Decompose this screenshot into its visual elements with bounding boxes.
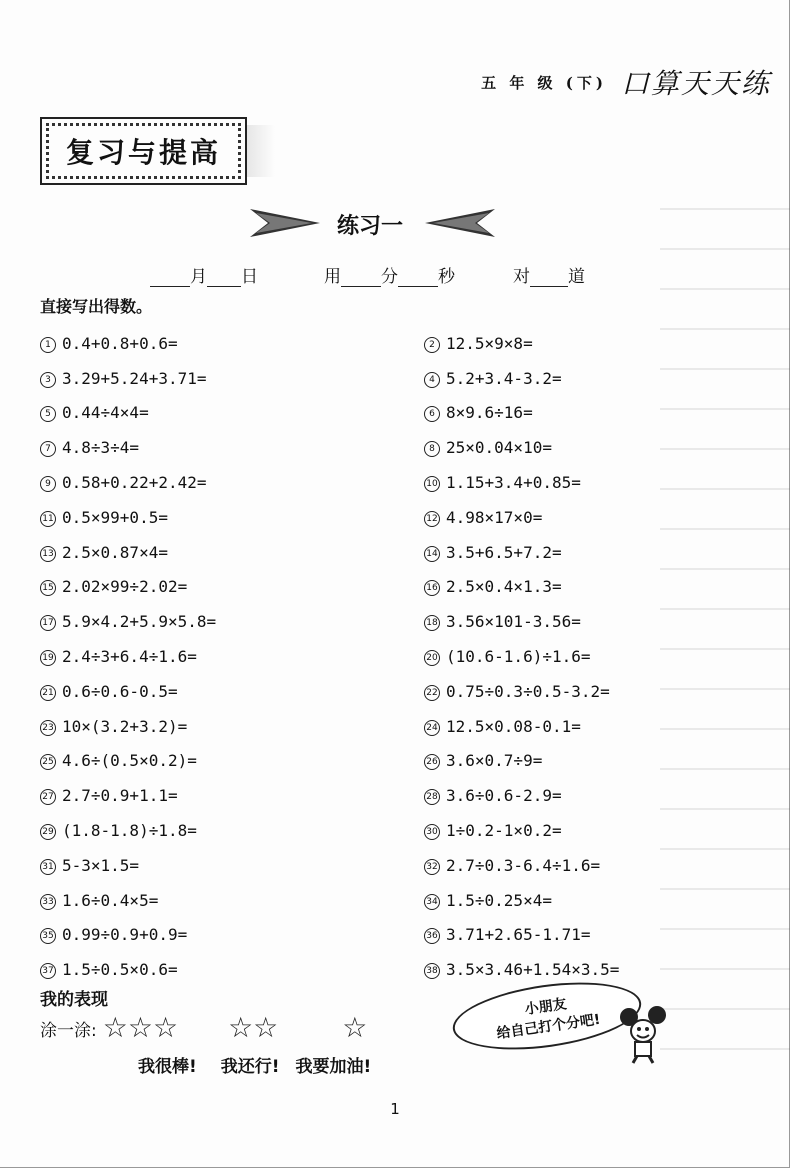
problem-item [424,403,680,422]
problem-row [40,674,680,709]
problem-expression: 0.44÷4×4= [62,403,149,423]
problem-number: 37 [40,963,56,979]
grade-label: 五 年 级 (下) [481,73,607,92]
problem-expression: 8×9.6÷16= [446,403,533,423]
problem-number: 16 [424,580,440,596]
problem-number: 8 [424,441,440,457]
instruction-text: 直接写出得数。 [40,297,153,316]
problem-number: 3 [40,372,56,388]
problem-row [40,465,680,500]
problem-expression: 1.6÷0.4×5= [62,890,159,910]
problem-item [424,508,680,527]
performance-title: 我的表现 [40,990,108,1010]
problem-expression: 1.5÷0.25×4= [446,890,552,910]
problem-number: 9 [40,476,56,492]
problem-expression: 2.7÷0.9+1.1= [62,786,178,806]
problem-item [40,925,424,944]
problem-expression: 2.02×99÷2.02= [62,577,188,597]
problem-number: 21 [40,685,56,701]
problem-row [40,396,680,431]
problem-expression: (1.8-1.8)÷1.8= [62,821,197,841]
problem-row [40,500,680,535]
problem-item [424,647,680,666]
problem-expression: 0.6÷0.6-0.5= [62,681,178,701]
problem-row [40,570,680,605]
problem-expression: 0.5×99+0.5= [62,507,168,527]
questions-label: 道 [568,267,585,287]
day-blank[interactable] [207,267,241,287]
star-icon[interactable]: ☆ [253,1011,279,1044]
star-icon[interactable]: ☆ [228,1011,254,1044]
problem-number: 4 [424,372,440,388]
problem-expression: 5.9×4.2+5.9×5.8= [62,612,217,632]
problem-item [40,751,424,770]
star-icon[interactable]: ☆ [102,1011,128,1044]
title-shadow [245,125,275,177]
problem-item [40,856,424,875]
problem-row [40,361,680,396]
cartoon-mouse-icon [615,1005,675,1065]
problem-number: 14 [424,546,440,562]
problem-expression: 2.5×0.4×1.3= [446,577,562,597]
problem-number: 22 [424,685,440,701]
minutes-label: 分 [381,267,398,287]
problem-item [40,438,424,457]
problem-expression: 5-3×1.5= [62,855,140,875]
problem-expression: 3.71+2.65-1.71= [446,925,591,945]
problem-number: 6 [424,406,440,422]
bubble-line-1: 小朋友 [523,996,568,1018]
rating-label-great: 我很棒! [138,1057,197,1077]
problem-expression: 3.6÷0.6-2.9= [446,786,562,806]
correct-label: 对 [513,267,530,287]
seconds-blank[interactable] [398,267,438,287]
problem-expression: 0.58+0.22+2.42= [62,473,207,493]
problem-number: 23 [40,720,56,736]
problem-number: 1 [40,337,56,353]
problem-number: 10 [424,476,440,492]
problem-item [424,438,680,457]
problem-number: 11 [40,511,56,527]
exercise-title-banner [0,205,790,241]
problem-number: 33 [40,894,56,910]
problem-expression: 3.5+6.5+7.2= [446,542,562,562]
page-number: 1 [390,1100,400,1118]
problem-item [424,612,680,631]
problem-expression: 4.98×17×0= [446,507,543,527]
problem-item [40,647,424,666]
bubble-line-2: 给自己打个分吧! [495,1011,602,1043]
problem-number: 36 [424,928,440,944]
star-icon[interactable]: ☆ [342,1011,368,1044]
problem-expression: 0.75÷0.3÷0.5-3.2= [446,681,610,701]
problem-item [424,786,680,805]
problem-item [424,473,680,492]
problem-expression: 12.5×9×8= [446,333,533,353]
problem-item [424,821,680,840]
problem-item [424,925,680,944]
problem-number: 28 [424,789,440,805]
correct-blank[interactable] [530,267,568,287]
used-label: 用 [324,267,341,287]
problem-expression: 12.5×0.08-0.1= [446,716,581,736]
month-blank[interactable] [150,267,190,287]
problem-item [40,334,424,353]
section-title-box [40,117,247,185]
problem-number: 5 [40,406,56,422]
problem-item [424,891,680,910]
star-icon[interactable]: ☆ [152,1011,179,1044]
section-title: 复习与提高 [46,123,241,179]
problem-number: 25 [40,754,56,770]
day-label: 日 [241,267,258,287]
problem-item [40,960,424,979]
rating-row [40,1011,389,1044]
exercise-title: 练习一 [336,213,403,239]
problem-number: 38 [424,963,440,979]
problem-item [40,612,424,631]
month-label: 月 [190,267,207,287]
problem-number: 17 [40,615,56,631]
problem-expression: (10.6-1.6)÷1.6= [446,647,591,667]
problem-item [424,856,680,875]
problem-item [424,543,680,562]
problem-expression: 2.5×0.87×4= [62,542,168,562]
seconds-label: 秒 [438,267,455,287]
problem-item [40,403,424,422]
problem-item [424,577,680,596]
problem-item [40,821,424,840]
problem-expression: 3.5×3.46+1.54×3.5= [446,960,620,980]
problem-number: 32 [424,859,440,875]
problem-row [40,883,680,918]
problem-number: 29 [40,824,56,840]
problem-item [40,717,424,736]
problem-row [40,639,680,674]
rating-label-ok: 我还行! [220,1057,280,1077]
minutes-blank[interactable] [341,267,381,287]
problem-number: 2 [424,337,440,353]
problem-expression: 25×0.04×10= [446,438,552,458]
problem-number: 13 [40,546,56,562]
problem-expression: 0.99÷0.9+0.9= [62,925,188,945]
problem-item [424,369,680,388]
problem-expression: 4.6÷(0.5×0.2)= [62,751,197,771]
star-icon[interactable]: ☆ [127,1011,153,1044]
problem-number: 34 [424,894,440,910]
problem-item [424,682,680,701]
problem-number: 12 [424,511,440,527]
brand-title: 口算天天练 [620,67,771,100]
problem-row [40,778,680,813]
problem-row [40,918,680,953]
problem-row [40,326,680,361]
one-star-rating[interactable] [342,1011,368,1044]
problem-expression: 3.6×0.7÷9= [446,751,543,771]
problem-item [40,508,424,527]
problem-number: 30 [424,824,440,840]
problem-item [424,334,680,353]
time-record-line [150,262,585,287]
problem-expression: 0.4+0.8+0.6= [62,333,178,353]
problem-list [40,326,680,987]
problem-number: 27 [40,789,56,805]
problem-number: 7 [40,441,56,457]
problem-expression: 2.7÷0.3-6.4÷1.6= [446,855,601,875]
problem-row [40,744,680,779]
problem-expression: 5.2+3.4-3.2= [446,368,562,388]
problem-expression: 3.56×101-3.56= [446,612,581,632]
problem-row [40,430,680,465]
rate-label: 涂一涂: [40,1020,97,1041]
problem-item [424,717,680,736]
problem-expression: 2.4÷3+6.4÷1.6= [62,647,197,667]
problem-item [40,682,424,701]
problem-expression: 10×(3.2+3.2)= [62,716,188,736]
problem-row [40,813,680,848]
problem-number: 24 [424,720,440,736]
problem-item [424,751,680,770]
problem-expression: 1÷0.2-1×0.2= [446,821,562,841]
problem-item [40,577,424,596]
problem-item [40,473,424,492]
problem-number: 35 [40,928,56,944]
problem-expression: 1.5÷0.5×0.6= [62,960,178,980]
page-header [481,62,771,102]
problem-number: 20 [424,650,440,666]
rating-label-try: 我要加油! [295,1057,372,1077]
problem-item [40,786,424,805]
problem-number: 31 [40,859,56,875]
rating-labels [138,1052,401,1077]
problem-row [40,535,680,570]
problem-item [424,960,680,979]
problem-item [40,891,424,910]
three-star-rating[interactable] [102,1011,179,1044]
problem-expression: 1.15+3.4+0.85= [446,473,581,493]
problem-number: 19 [40,650,56,666]
problem-row [40,604,680,639]
problem-expression: 4.8÷3÷4= [62,438,140,458]
problem-number: 26 [424,754,440,770]
problem-row [40,709,680,744]
problem-number: 18 [424,615,440,631]
problem-item [40,369,424,388]
problem-item [40,543,424,562]
two-star-rating[interactable] [228,1011,279,1044]
problem-row [40,848,680,883]
problem-expression: 3.29+5.24+3.71= [62,368,207,388]
problem-number: 15 [40,580,56,596]
